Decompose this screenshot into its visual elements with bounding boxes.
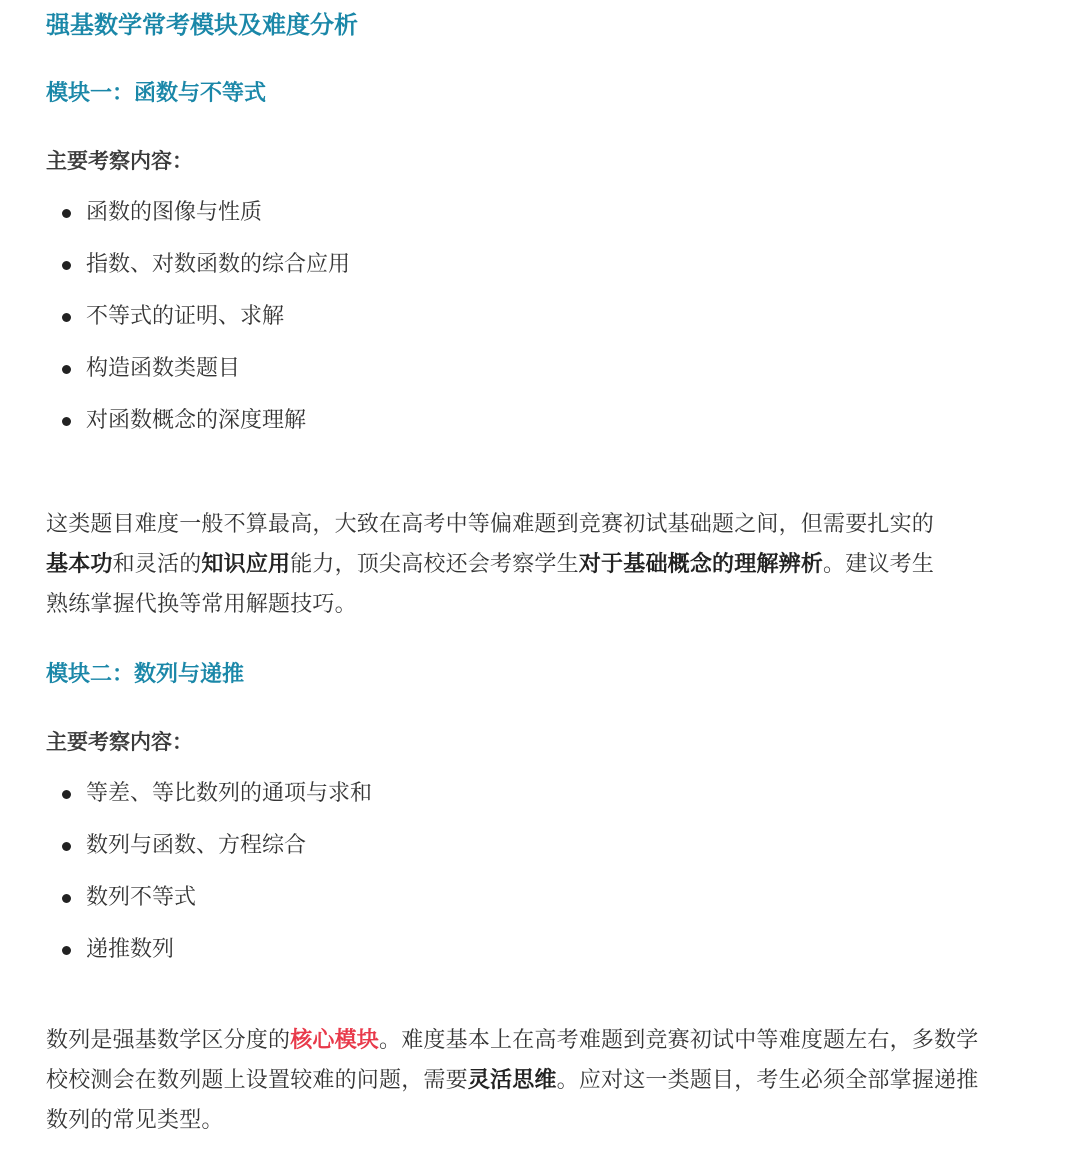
module-2-heading: 模块二：数列与递推 bbox=[46, 662, 245, 687]
list-item-text: 数列与函数、方程综合 bbox=[86, 833, 307, 858]
text-run: 。建议考生 bbox=[823, 552, 935, 577]
text-run: 。难度基本上在高考难题到竞赛初试中等难度题左右，多数学 bbox=[379, 1028, 979, 1053]
bullet-icon bbox=[62, 894, 71, 903]
list-item-text: 指数、对数函数的综合应用 bbox=[86, 252, 351, 277]
list-item-text: 递推数列 bbox=[86, 937, 175, 962]
bullet-icon bbox=[62, 365, 71, 374]
bullet-icon bbox=[62, 842, 71, 851]
text-run: 。应对这一类题目，考生必须全部掌握递推 bbox=[556, 1068, 979, 1093]
bullet-icon bbox=[62, 261, 71, 270]
bullet-icon bbox=[62, 417, 71, 426]
bullet-icon bbox=[62, 790, 71, 799]
text-run: 和灵活的 bbox=[112, 552, 202, 577]
bold-phrase: 知识应用 bbox=[201, 552, 291, 577]
bullet-icon bbox=[62, 209, 71, 218]
bullet-icon bbox=[62, 946, 71, 955]
list-item-text: 对函数概念的深度理解 bbox=[86, 408, 307, 433]
module-1-heading: 模块一：函数与不等式 bbox=[46, 81, 267, 106]
paragraph-line bbox=[46, 1021, 1046, 1061]
bold-phrase: 灵活思维 bbox=[467, 1068, 557, 1093]
bullet-icon bbox=[62, 313, 71, 322]
module-2-paragraph bbox=[46, 1021, 1046, 1141]
list-item-text: 函数的图像与性质 bbox=[86, 200, 263, 225]
paragraph-line: 数列的常见类型。 bbox=[46, 1108, 224, 1133]
text-run: 校校测会在数列题上设置较难的问题，需要 bbox=[46, 1068, 468, 1093]
paragraph-line: 熟练掌握代换等常用解题技巧。 bbox=[46, 592, 357, 617]
module-1-paragraph bbox=[46, 505, 1046, 625]
list-item-text: 不等式的证明、求解 bbox=[86, 304, 285, 329]
text-run: 能力，顶尖高校还会考察学生 bbox=[290, 552, 579, 577]
module-1-content-label: 主要考察内容： bbox=[46, 149, 193, 173]
bold-phrase: 基本功 bbox=[46, 552, 113, 577]
module-2-content-label: 主要考察内容： bbox=[46, 730, 193, 754]
text-run: 数列是强基数学区分度的 bbox=[46, 1028, 291, 1053]
list-item-text: 等差、等比数列的通项与求和 bbox=[86, 781, 373, 806]
bold-phrase: 对于基础概念的理解辨析 bbox=[578, 552, 824, 577]
paragraph-line bbox=[46, 1061, 1046, 1101]
highlight-phrase: 核心模块 bbox=[290, 1028, 380, 1053]
paragraph-line: 这类题目难度一般不算最高，大致在高考中等偏难题到竞赛初试基础题之间，但需要扎实的 bbox=[46, 512, 935, 537]
list-item-text: 数列不等式 bbox=[86, 885, 197, 910]
page-title: 强基数学常考模块及难度分析 bbox=[46, 11, 358, 39]
list-item-text: 构造函数类题目 bbox=[86, 356, 241, 381]
paragraph-line bbox=[46, 545, 1046, 585]
